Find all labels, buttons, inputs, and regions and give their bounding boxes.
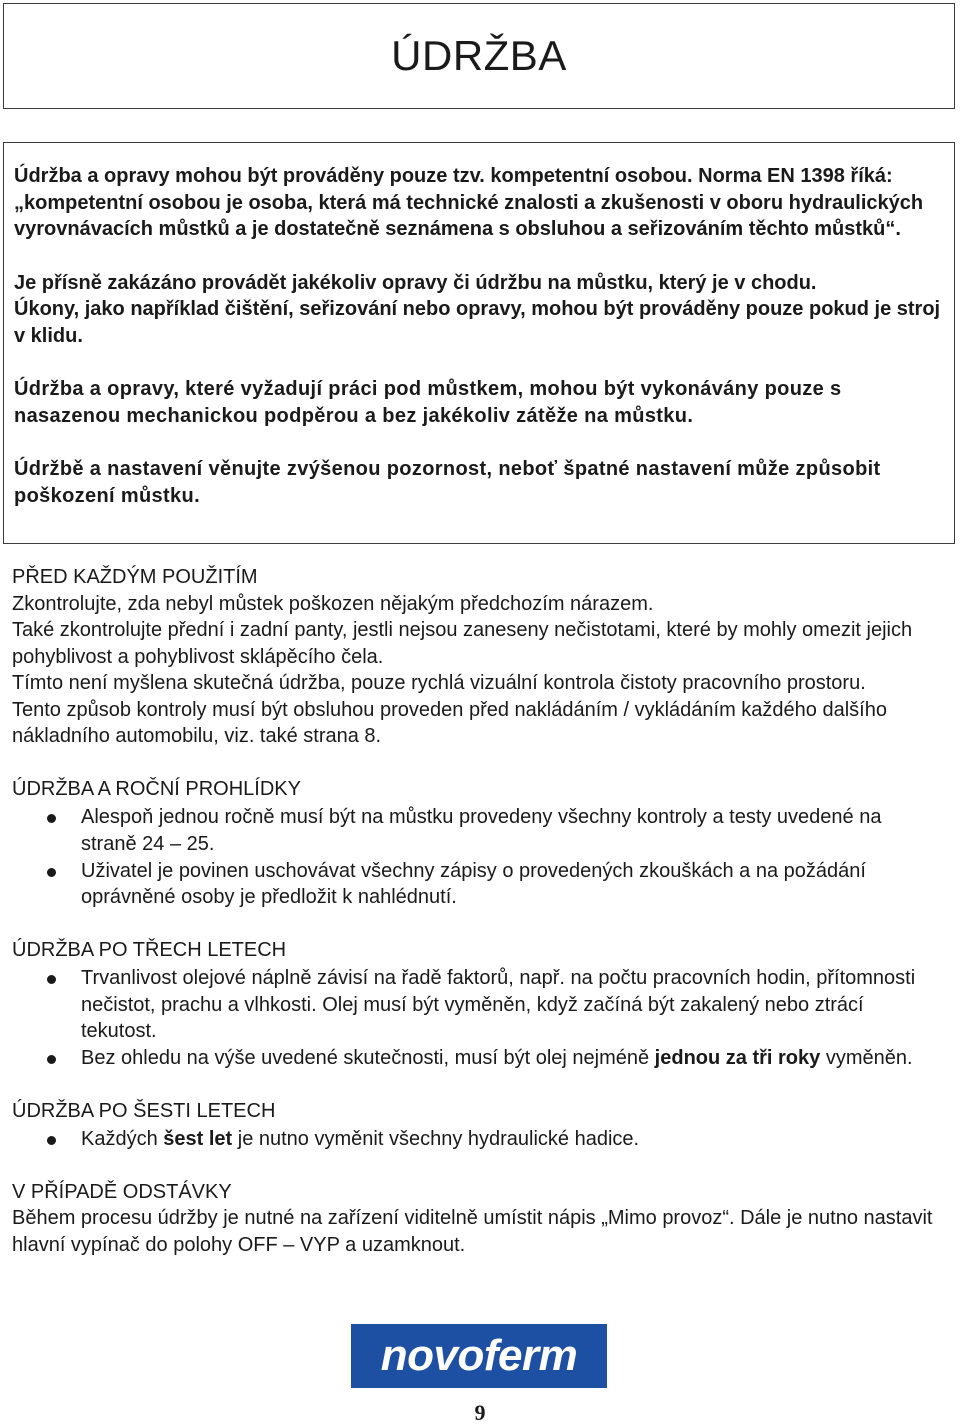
before-use-line-4: Tento způsob kontroly musí být obsluhou proveden před nakládáním / vykládáním každého dalšího nákladního automobilu, viz. také strana 8. [12, 698, 887, 747]
six-years-item-emphasis: šest let [163, 1128, 233, 1150]
list-item [12, 1126, 942, 1153]
title-box [3, 3, 955, 109]
before-use-line-1: Zkontrolujte, zda nebyl můstek poškozen nějakým předchozím nárazem. [12, 592, 654, 615]
section-heading-before-use: PŘED KAŽDÝM POUŽITÍM [12, 566, 258, 588]
three-years-item-2-post: vyměněn. [820, 1047, 913, 1069]
warning-paragraph-attention: Údržbě a nastavení věnujte zvýšenou pozornost, neboť špatné nastavení může způsobit poškození můstku. [14, 458, 881, 507]
section-heading-six-years: ÚDRŽBA PO ŠESTI LETECH [12, 1099, 276, 1122]
warning-paragraph-idle: Úkony, jako například čištění, seřizování nebo opravy, mohou být prováděny pouze pokud je stroj v klidu. [14, 298, 941, 347]
section-heading-annual: ÚDRŽBA A ROČNÍ PROHLÍDKY [12, 777, 301, 800]
section-heading-shutdown: V PŘÍPADĚ ODSTÁVKY [12, 1180, 232, 1203]
section-six-years [12, 1098, 942, 1153]
logo-text: novoferm [380, 1331, 578, 1380]
shutdown-text: Během procesu údržby je nutné na zařízení viditelně umístit nápis „Mimo provoz“. Dále je nutno nastavit hlavní vypínač do polohy OFF – VYP a uzamknout. [12, 1207, 933, 1256]
three-years-item-2-pre: Bez ohledu na výše uvedené skutečnosti, musí být olej nejméně [81, 1047, 655, 1069]
bullet-icon [47, 1055, 56, 1064]
annual-item-1: Alespoň jednou ročně musí být na můstku provedeny všechny kontroly a testy uvedené na straně 24 – 25. [81, 806, 882, 855]
before-use-line-2: Také zkontrolujte přední i zadní panty, jestli nejsou zaneseny nečistotami, které by mohly omezit jejich pohyblivost a pohyblivost sklápěcího čela. [12, 619, 913, 668]
six-years-item-post: je nutno vyměnit všechny hydraulické hadice. [232, 1128, 640, 1150]
novoferm-logo [351, 1324, 607, 1388]
warning-paragraph-competence: Údržba a opravy mohou být prováděny pouze tzv. kompetentní osobou. Norma EN 1398 říká: „kompetentní osobou je osoba, která má technické znalosti a zkušenosti v oboru hydraulických vyrovnávacích můstků a je dostatečně seznámena s obsluhou a seřizováním těchto můstků“. [14, 165, 924, 240]
warning-paragraph-support: Údržba a opravy, které vyžadují práci pod můstkem, mohou být vykonávány pouze s nasazenou mechanickou podpěrou a bez jakékoliv zátěže na můstku. [14, 378, 842, 427]
bullet-icon [47, 975, 56, 984]
before-use-line-3: Tímto není myšlena skutečná údržba, pouze rychlá vizuální kontrola čistoty pracovního prostoru. [12, 672, 866, 694]
three-years-item-2-emphasis: jednou za tři roky [654, 1047, 821, 1069]
section-shutdown [12, 1179, 942, 1259]
annual-list [12, 804, 942, 911]
bullet-icon [47, 814, 56, 823]
warning-paragraph-running: Je přísně zakázáno provádět jakékoliv opravy či údržbu na můstku, který je v chodu. [14, 271, 817, 294]
bullet-icon [47, 1136, 56, 1145]
six-years-item-pre: Každých [81, 1128, 164, 1150]
section-before-use [12, 564, 942, 750]
content [12, 564, 942, 1258]
three-years-list [12, 965, 942, 1072]
three-years-item-1: Trvanlivost olejové náplně závisí na řadě faktorů, např. na počtu pracovních hodin, přítomnosti nečistot, prachu a vlhkosti. Olej musí být vyměněn, když začíná být zakalený nebo ztrácí tekutost. [81, 967, 916, 1042]
page-number: 9 [474, 1400, 486, 1425]
section-heading-three-years: ÚDRŽBA PO TŘECH LETECH [12, 938, 287, 961]
list-item [12, 804, 942, 857]
list-item [12, 858, 942, 911]
annual-item-2: Uživatel je povinen uschovávat všechny zápisy o provedených zkouškách a na požádání oprávněné osoby je předložit k nahlédnutí. [81, 859, 866, 908]
page-title: ÚDRŽBA [391, 32, 567, 79]
list-item [12, 965, 942, 1045]
bullet-icon [47, 868, 56, 877]
six-years-list [12, 1126, 942, 1153]
list-item [12, 1045, 942, 1072]
section-annual [12, 776, 942, 911]
section-three-years [12, 937, 942, 1072]
warning-box [3, 142, 955, 544]
